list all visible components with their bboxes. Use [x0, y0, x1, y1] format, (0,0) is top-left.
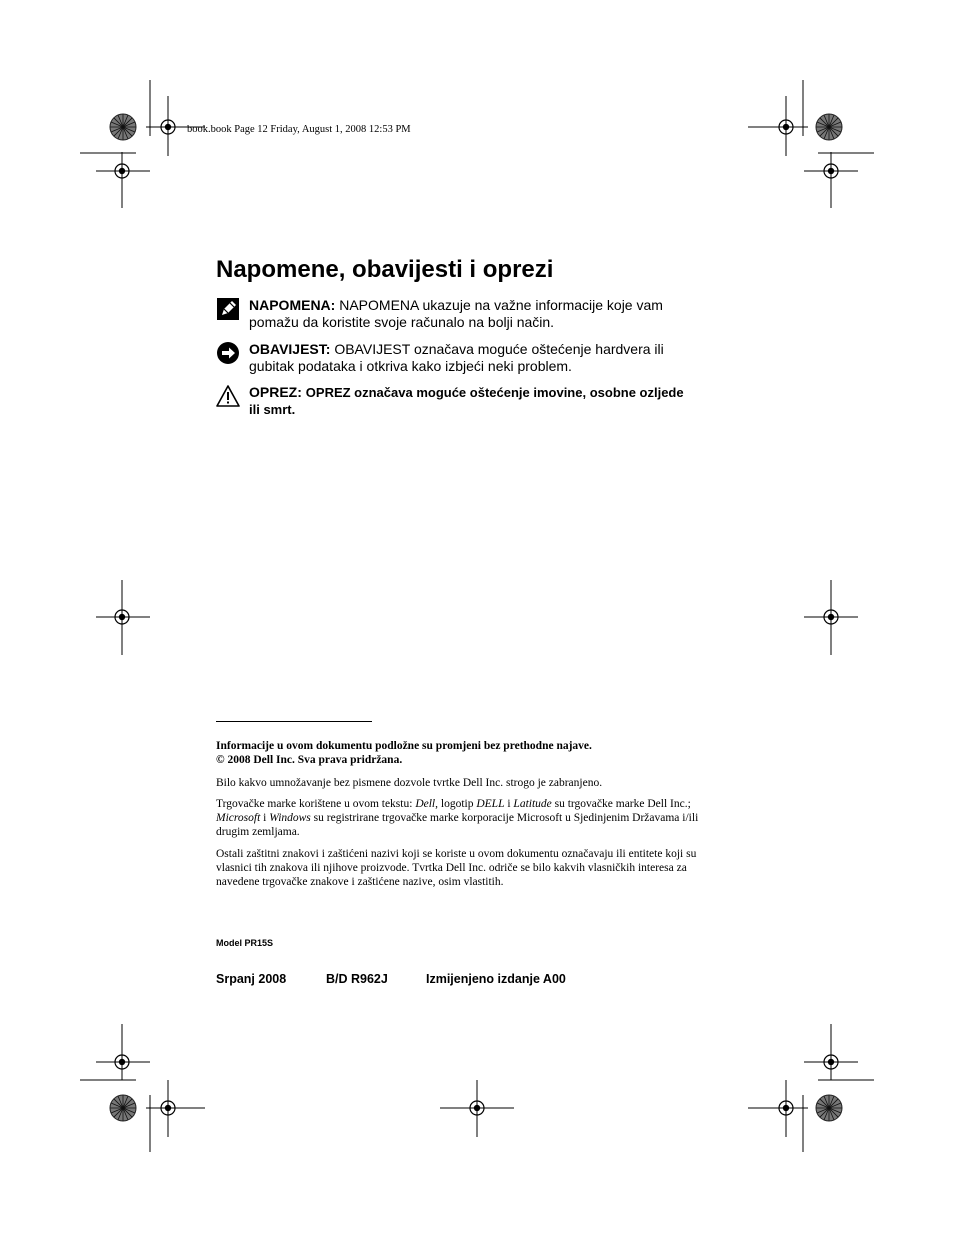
- legal-line-1: Informacije u ovom dokumentu podložne su promjeni bez prethodne najave.: [216, 740, 592, 752]
- print-slug: book.book Page 12 Friday, August 1, 2008 12:53 PM: [187, 124, 411, 135]
- notice-label: OBAVIJEST:: [249, 341, 331, 357]
- note-text: NAPOMENA ukazuje na važne informacije koje vam pomažu da koristite svoje računalo na bolji način.: [249, 297, 663, 330]
- caution-label: OPREZ:: [249, 384, 302, 400]
- caution-block: [216, 384, 686, 418]
- page-title: Napomene, obavijesti i oprezi: [216, 256, 554, 283]
- notice-hand-icon: [216, 341, 240, 365]
- footer-revision: Izmijenjeno izdanje A00: [426, 972, 566, 986]
- pencil-note-icon: [216, 297, 240, 321]
- note-label: NAPOMENA:: [249, 297, 336, 313]
- notice-text: OBAVIJEST označava moguće oštećenje hardvera ili gubitak podataka i otkriva kako izbjeći neki problem.: [249, 341, 664, 374]
- trademark-notice: Trgovačke marke korištene u ovom tekstu: Dell, logotip DELL i Latitude su trgovačke marke Dell Inc.; Microsoft i Windows su registrirane trgovačke marke korporacije Microsoft u Sjedinjenim Državama i/ili drugim zemljama.: [216, 798, 699, 838]
- notice-block: [216, 341, 686, 375]
- reproduction-notice: Bilo kakvo umnožavanje bez pismene dozvole tvrtke Dell Inc. strogo je zabranjeno.: [216, 777, 603, 789]
- other-trademarks-notice: Ostali zaštitni znakovi i zaštićeni nazivi koji se koriste u ovom dokumentu označavaju ili entitete koji su vlasnici tih znakova ili njihove proizvode. Tvrtka Dell Inc. odriče se bilo kakvih vlasničkih interesa za navedene trgovačke znakove i zaštićene nazive, osim vlastitih.: [216, 848, 697, 888]
- legal-notice: [216, 739, 716, 767]
- footer-part-number: B/D R962J: [326, 972, 388, 986]
- note-block: [216, 297, 686, 331]
- caution-triangle-icon: [216, 384, 240, 408]
- footnote-rule: [216, 721, 372, 722]
- copyright-line: © 2008 Dell Inc. Sva prava pridržana.: [216, 754, 403, 766]
- footer-date: Srpanj 2008: [216, 972, 287, 986]
- caution-text: OPREZ označava moguće oštećenje imovine, osobne ozljede ili smrt.: [249, 385, 684, 417]
- model-number: Model PR15S: [216, 938, 274, 948]
